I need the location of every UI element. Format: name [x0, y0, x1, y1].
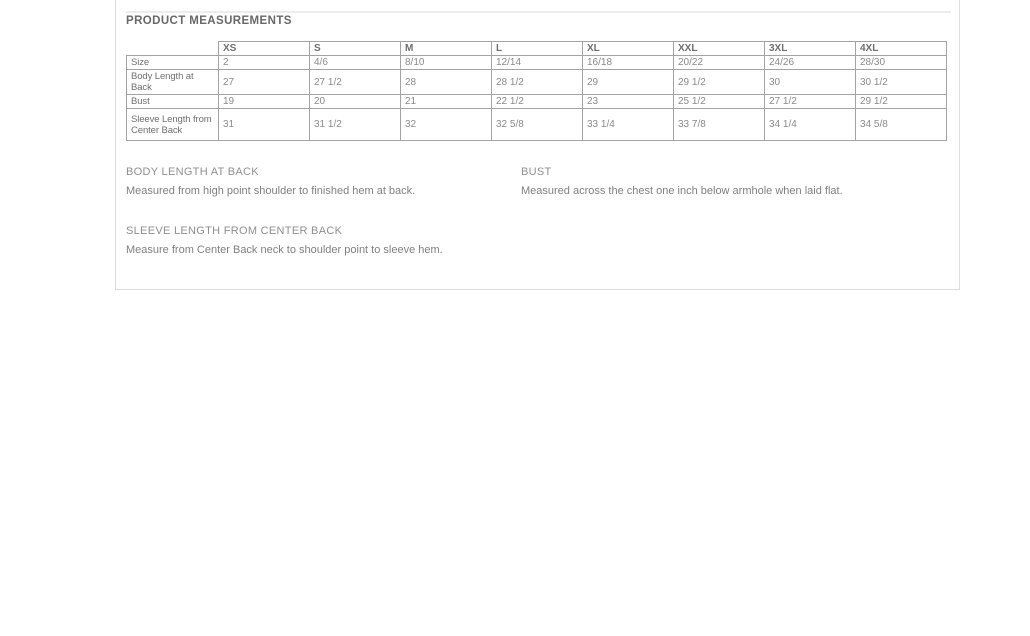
row-label: Bust [127, 95, 219, 109]
section-divider [126, 11, 951, 13]
table-cell: 30 [765, 70, 856, 95]
table-cell: 24/26 [765, 56, 856, 70]
table-cell: 34 5/8 [856, 109, 947, 141]
table-cell: 28 1/2 [492, 70, 583, 95]
table-cell: 31 [219, 109, 310, 141]
table-cell: 12/14 [492, 56, 583, 70]
table-cell: 28/30 [856, 56, 947, 70]
table-cell: 28 [401, 70, 492, 95]
table-cell: 29 [583, 70, 674, 95]
table-cell: 29 1/2 [856, 95, 947, 109]
table-row-sleeve-length [127, 109, 947, 141]
table-cell: 33 1/4 [583, 109, 674, 141]
table-row-size [127, 56, 947, 70]
table-cell: 32 5/8 [492, 109, 583, 141]
definition-bust [521, 166, 911, 198]
table-cell: 30 1/2 [856, 70, 947, 95]
definition-text: Measured from high point shoulder to finished hem at back. [126, 185, 416, 197]
table-cell: 27 [219, 70, 310, 95]
table-cell: 16/18 [583, 56, 674, 70]
table-cell: 33 7/8 [674, 109, 765, 141]
measurements-table [126, 41, 947, 141]
table-cell: 32 [401, 109, 492, 141]
column-header-4xl: 4XL [856, 42, 947, 56]
table-corner-cell [127, 42, 219, 56]
definition-title: SLEEVE LENGTH FROM CENTER BACK [126, 225, 343, 237]
table-cell: 23 [583, 95, 674, 109]
column-header-xl: XL [583, 42, 674, 56]
table-cell: 8/10 [401, 56, 492, 70]
column-header-m: M [401, 42, 492, 56]
column-header-xs: XS [219, 42, 310, 56]
column-header-3xl: 3XL [765, 42, 856, 56]
table-header-row [127, 42, 947, 56]
row-label: Size [127, 56, 219, 70]
definition-text: Measured across the chest one inch below armhole when laid flat. [521, 185, 843, 197]
table-row-body-length [127, 70, 947, 95]
table-cell: 22 1/2 [492, 95, 583, 109]
definition-body-length [126, 166, 516, 198]
definition-title: BODY LENGTH AT BACK [126, 166, 259, 178]
table-cell: 2 [219, 56, 310, 70]
table-cell: 20/22 [674, 56, 765, 70]
table-cell: 20 [310, 95, 401, 109]
definition-title: BUST [521, 166, 552, 178]
table-cell: 27 1/2 [765, 95, 856, 109]
table-cell: 21 [401, 95, 492, 109]
row-label: Sleeve Length from Center Back [127, 109, 219, 141]
row-label: Body Length at Back [127, 70, 219, 95]
table-row-bust [127, 95, 947, 109]
table-cell: 31 1/2 [310, 109, 401, 141]
column-header-s: S [310, 42, 401, 56]
table-cell: 29 1/2 [674, 70, 765, 95]
definition-sleeve-length [126, 225, 516, 257]
table-cell: 34 1/4 [765, 109, 856, 141]
column-header-l: L [492, 42, 583, 56]
table-cell: 27 1/2 [310, 70, 401, 95]
definition-text: Measure from Center Back neck to shoulder point to sleeve hem. [126, 244, 443, 256]
table-cell: 4/6 [310, 56, 401, 70]
column-header-xxl: XXL [674, 42, 765, 56]
table-cell: 25 1/2 [674, 95, 765, 109]
table-cell: 19 [219, 95, 310, 109]
section-title: PRODUCT MEASUREMENTS [126, 15, 292, 27]
